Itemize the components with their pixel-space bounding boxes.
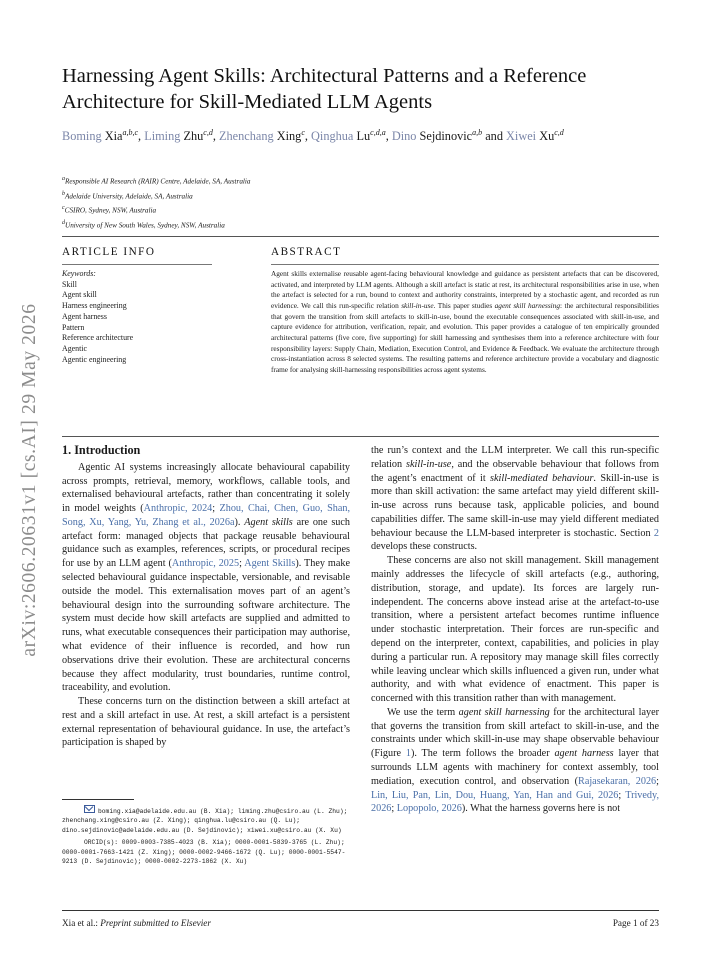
footer-rule xyxy=(62,910,659,911)
text-run: the run’s context and the LLM interpreter. We call this run-specific relation xyxy=(371,445,659,470)
emphasized-term: agent skill harnessing xyxy=(458,706,550,718)
page-number: Page 1 of 23 xyxy=(612,918,659,928)
emphasized-term: Agent skills xyxy=(244,516,293,528)
emphasized-term: skill-in-use xyxy=(406,458,452,470)
citation-link[interactable]: Rajasekaran, 2026 xyxy=(578,775,657,787)
footer-left: Xia et al.: Preprint submitted to Elsevier xyxy=(62,918,211,928)
header-rule xyxy=(62,236,659,237)
author-name: Qinghua Lu$^{c,d,a}$ xyxy=(311,128,386,144)
text-run: are one such artefact form: managed objects that package reusable behavioural guidance such as examples, references, scripts, or procedural recipes for use by an LLM agent ( xyxy=(62,516,350,570)
citation-link[interactable]: Lin, Liu, Pan, Lin, Dou, Huang, Yan, Han and Gui, 2026 xyxy=(371,789,619,801)
footer-journal: Preprint submitted to Elsevier xyxy=(100,918,211,928)
author-name: Dino Sejdinovic$^{a,b}$ xyxy=(391,128,483,144)
text-run: . Skill-in-use is more than skill activation: the same artefact may yield different skill-in-use across runs because task, applicable policies, and bound capabilities differ. The same skill-in-use may yield different mediated behaviour because the LLM-based interpreter is stochastic. Section xyxy=(371,472,659,539)
envelope-icon xyxy=(84,805,95,813)
paragraph xyxy=(371,444,659,554)
footnote-orcid: ORCID(s): 0009-0003-7385-4023 (B. Xia); 0000-0001-5839-3765 (L. Zhu); 0000-0001-7663-1421 (Z. Xing); 0000-0002-9466-1672 (Q. Lu); 0000-0001-5547-9213 (D. Sejdinovic); 0000-0002-2273-1862 (X. Xu) xyxy=(62,839,346,866)
text-run: Agentic AI systems increasingly allocate behavioural capability across prompts, retrieval, memory, workflows, callable tools, and externalised behavioural artefacts, rather than concentrating it solely in model weights ( xyxy=(62,461,350,515)
term-skill-in-use: skill-in-use xyxy=(401,300,434,310)
citation-link[interactable]: Anthropic, 2025 xyxy=(171,558,240,570)
emphasized-term: agent harness xyxy=(554,748,614,760)
abstract-rule xyxy=(271,264,659,265)
text-run: ; xyxy=(239,558,245,570)
citation-link[interactable]: Agent Skills xyxy=(244,558,296,570)
text-run: layer that surrounds LLM agents with machinery for context assembly, tool mediation, execution control, and observation ( xyxy=(371,748,659,787)
arxiv-stamp xyxy=(0,260,60,700)
arxiv-id: arXiv:2606.20631v1 [cs.AI] 29 May 2026 xyxy=(19,303,40,657)
citation-link[interactable]: 1 xyxy=(405,748,411,760)
keywords-block xyxy=(62,269,262,365)
abstract-heading: ABSTRACT xyxy=(271,246,342,258)
affiliation: $^a$Responsible AI Research (RAIR) Centre, Adelaide, SA, Australia xyxy=(62,176,251,186)
author-list: Boming Xia$^{a,b,c}$, Liming Zhu$^{c,d}$, Zhenchang Xing$^c$, Qinghua Lu$^{c,d,a}$, Dino Sejdinovic$^{a,b}$ and Xiwei Xu$^{c,d}$ xyxy=(62,128,564,144)
abstract-text: Agent skills externalise reusable agent-facing behavioural knowledge and guidance as persistent artefacts that can be discovered, activated, and interpreted by LLM agents. Although a skill artefact is static at rest, its architectural responsibilities arise in use, when the artefact is selected for a run, bound to context and authority constraints, interpreted by a stochastic agent, and recorded as run evidence. We call this run-specific relation skill-in-use. This paper studies agent skill harnessing: the architectural responsibilities that govern the transition from skill artefacts to skill-in-use, bound the executable consequences associated with skill-in-use, and capture evidence for attribution, verification, repair, and evolution. This paper provides a catalogue of ten empirically grounded architectural patterns (five core, five supporting) for skill harnessing and synthesises them into a reference architecture with four responsibility layers: Supply Chain, Mediation, Execution Control, and Evidence & Feedback. We evaluate the architecture through cross-instantiation across 8 selected systems. The resulting patterns and reference architecture provide a vocabulary and diagnostic frame for analysing skill-harnessing responsibilities across agent systems. xyxy=(271,269,659,374)
keywords-list xyxy=(62,280,262,366)
text-run: ). xyxy=(234,516,245,528)
paragraph xyxy=(371,554,659,706)
title-line-1: Harnessing Agent Skills: Architectural Patterns and a Reference xyxy=(62,65,587,87)
text-run: ). They make selected behavioural guidance inspectable, versionable, and revisable outside the model. This externalisation moves part of an agent’s behavioural design into the surrounding software architecture. The system must decide how skill artefacts are supplied and admitted to runs, what executable consequences their participation may authorise, what evidence of their influence is recorded, and how run observations drive their evolution. These are architectural concerns because they affect modularity, trust boundaries, runtime control, traceability, and evolution. xyxy=(62,558,350,694)
footnote xyxy=(62,805,350,866)
text-run: These concerns turn on the distinction between a skill artefact at rest and a skill artefact in use. At rest, a skill artefact is a persistent external representation of behavioural guidance. In use, the artefact’s participation is shaped by xyxy=(62,696,350,749)
affiliation-list xyxy=(62,173,462,232)
affiliation: $^b$Adelaide University, Adelaide, SA, Australia xyxy=(62,190,193,201)
text-run: for the architectural layer that governs the transition from skill artefact to skill-in-use, and the constraints under which skill-in-use may shape observable behaviour (Figure xyxy=(371,706,659,760)
citation-link[interactable]: 2 xyxy=(653,527,659,539)
keyword: Pattern xyxy=(62,322,85,332)
text-run: ; xyxy=(391,803,397,815)
text-run: develops these constructs. xyxy=(371,541,478,553)
text-run: ; xyxy=(618,789,626,801)
author-name: Zhenchang Xing$^c$ xyxy=(219,128,305,144)
paragraph xyxy=(371,706,659,816)
title-line-2: Architecture for Skill-Mediated LLM Agents xyxy=(62,91,433,113)
keyword: Agent skill xyxy=(62,290,97,300)
footnote-rule xyxy=(62,799,134,800)
text-run: , and the observable behaviour that follows from the agent’s enactment of it xyxy=(371,458,659,484)
keyword: Agent harness xyxy=(62,311,107,321)
right-column xyxy=(371,444,659,816)
text-run: ; xyxy=(212,503,220,515)
paper-title xyxy=(62,63,662,115)
keyword: Reference architecture xyxy=(62,333,134,343)
term-agent-skill-harnessing: agent skill harnessing xyxy=(494,300,560,310)
text-run: We use the term xyxy=(387,706,459,718)
text-run: ). The term follows the broader xyxy=(410,748,555,760)
citation-link[interactable]: Zhou, Chai, Chen, Guo, Shan, Song, Xu, Yang, Yu, Zhang et al., 2026a xyxy=(62,503,350,528)
keyword: Agentic engineering xyxy=(62,354,127,364)
emphasized-term: skill-mediated behaviour xyxy=(490,472,594,484)
citation-link[interactable]: Trivedy, 2026 xyxy=(371,789,659,815)
keyword: Harness engineering xyxy=(62,301,127,311)
footnote-emails: boming.xia@adelaide.edu.au (B. Xia); liming.zhu@csiro.au (L. Zhu); zhenchang.xing@csiro.au (Z. Xing); qinghua.lu@csiro.au (Q. Lu); dino.sejdinovic@adelaide.edu.au (D. Sejdinovic); xiwei.xu@csiro.au (X. Xu) xyxy=(62,805,350,835)
left-column xyxy=(62,444,350,750)
citation-link[interactable]: Lopopolo, 2026 xyxy=(396,803,462,815)
author-name: Liming Zhu$^{c,d}$ xyxy=(144,128,213,144)
affiliation: $^d$University of New South Wales, Sydney, NSW, Australia xyxy=(62,220,225,230)
keywords-label: Keywords: xyxy=(62,269,96,278)
keyword: Skill xyxy=(62,279,77,289)
affiliation: $^c$CSIRO, Sydney, NSW, Australia xyxy=(62,205,157,215)
article-info-rule xyxy=(62,264,212,265)
article-info-heading: ARTICLE INFO xyxy=(62,246,156,258)
text-run: These concerns are also not skill management. Skill management mainly addresses the lifecycle of skill artefacts (e.g., authoring, distribution, storage, and update). Its forces are largely run-independent. The concerns above instead arise at the artefact-to-use transition, where a persistent artefact becomes runtime influence under stochastic interpretation. Their forces are run-specific and depend on the interpreter, context, capabilities, and policies in play during a particular run. A repository may manage skill files correctly while leaving unclear which skills influenced a given run, under what authority, and with what evidence of enactment. This paper is concerned with this transition rather than with management. xyxy=(371,555,659,705)
author-name: Boming Xia$^{a,b,c}$ xyxy=(62,128,139,144)
section-heading-introduction: 1. Introduction xyxy=(62,443,141,457)
paragraph xyxy=(62,695,350,750)
paragraph xyxy=(62,461,350,695)
citation-link[interactable]: Anthropic, 2024 xyxy=(143,503,213,515)
keyword: Agentic xyxy=(62,343,87,353)
abstract-bottom-rule xyxy=(62,436,659,437)
text-run: ). What the harness governs here is not xyxy=(461,803,621,815)
text-run: ; xyxy=(656,775,659,787)
author-name: Xiwei Xu$^{c,d}$ xyxy=(506,128,564,144)
